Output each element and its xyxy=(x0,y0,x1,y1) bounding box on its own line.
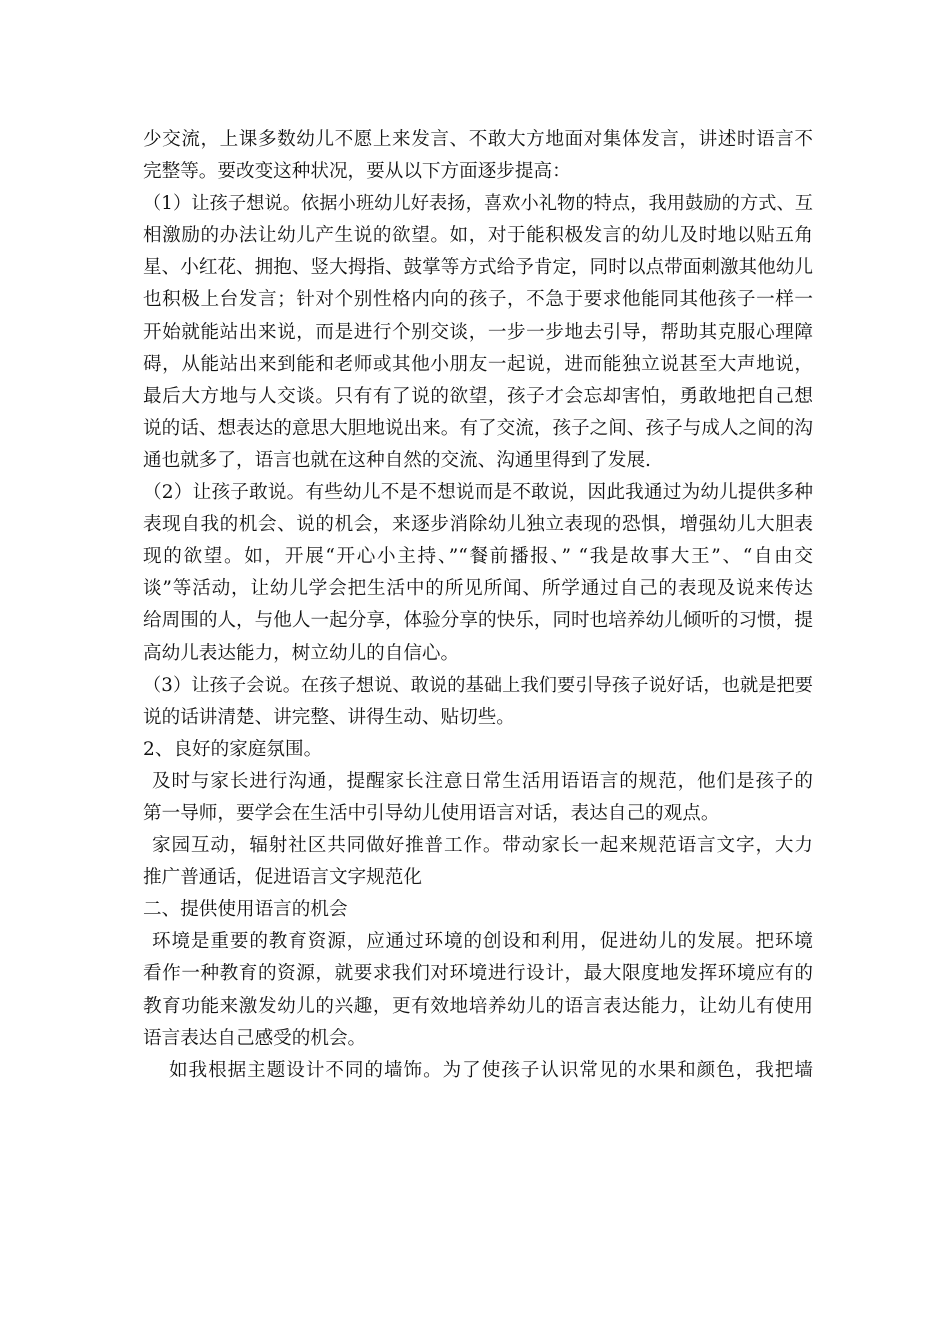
section-heading: 2、良好的家庭氛围。 xyxy=(143,738,323,760)
text-line: 看作一种教育的资源，就要求我们对环境进行设计，最大限度地发挥环境应有的 xyxy=(143,963,813,985)
text-line: 说的话讲清楚、讲完整、讲得生动、贴切些。 xyxy=(143,706,515,728)
text-line: 相激励的办法让幼儿产生说的欲望。如，对于能积极发言的幼儿及时地以贴五角 xyxy=(143,225,813,247)
text-line: 说的话、想表达的意思大胆地说出来。有了交流，孩子之间、孩子与成人之间的沟 xyxy=(143,417,813,439)
text-line: 家园互动，辐射社区共同做好推普工作。带动家长一起来规范语言文字，大力 xyxy=(152,835,813,857)
text-line: 环境是重要的教育资源，应通过环境的创设和利用，促进幼儿的发展。把环境 xyxy=(152,931,813,953)
text-line: 最后大方地与人交谈。只有有了说的欲望，孩子才会忘却害怕，勇敢地把自己想 xyxy=(143,385,813,407)
text-line: 完整等。要改变这种状况，要从以下方面逐步提高： xyxy=(143,161,571,183)
text-line: 表现自我的机会、说的机会，来逐步消除幼儿独立表现的恐惧，增强幼儿大胆表 xyxy=(143,514,813,536)
text-line: 给周围的人，与他人一起分享，体验分享的快乐，同时也培养幼儿倾听的习惯，提 xyxy=(143,610,813,632)
text-line: （3）让孩子会说。在孩子想说、敢说的基础上我们要引导孩子说好话，也就是把要 xyxy=(143,674,813,696)
text-line: （2）让孩子敢说。有些幼儿不是不想说而是不敢说，因此我通过为幼儿提供多种 xyxy=(143,482,813,504)
text-line: 谈”等活动，让幼儿学会把生活中的所见所闻、所学通过自己的表现及说来传达 xyxy=(143,578,813,600)
text-line: 教育功能来激发幼儿的兴趣，更有效地培养幼儿的语言表达能力，让幼儿有使用 xyxy=(143,995,813,1017)
text-line: 高幼儿表达能力，树立幼儿的自信心。 xyxy=(143,642,460,664)
text-line: 语言表达自己感受的机会。 xyxy=(143,1027,367,1049)
text-line: 及时与家长进行沟通，提醒家长注意日常生活用语语言的规范，他们是孩子的 xyxy=(152,770,813,792)
text-line: 如我根据主题设计不同的墙饰。为了使孩子认识常见的水果和颜色，我把墙 xyxy=(169,1059,813,1081)
text-line: 推广普通话，促进语言文字规范化 xyxy=(143,867,422,889)
text-line: 第一导师，要学会在生活中引导幼儿使用语言对话，表达自己的观点。 xyxy=(143,802,720,824)
text-line: 开始就能站出来说，而是进行个别交谈，一步一步地去引导，帮助其克服心理障 xyxy=(143,321,813,343)
text-line: 现的欲望。如，开展“开心小主持、”“餐前播报、” “我是故事大王”、“自由交 xyxy=(143,546,813,568)
text-line: 星、小红花、拥抱、竖大拇指、鼓掌等方式给予肯定，同时以点带面刺激其他幼儿 xyxy=(143,257,813,279)
text-line: 碍，从能站出来到能和老师或其他小朋友一起说，进而能独立说甚至大声地说， xyxy=(143,353,813,375)
text-line: （1）让孩子想说。依据小班幼儿好表扬，喜欢小礼物的特点，我用鼓励的方式、互 xyxy=(143,193,813,215)
document-body xyxy=(143,124,813,1087)
text-line: 少交流，上课多数幼儿不愿上来发言、不敢大方地面对集体发言，讲述时语言不 xyxy=(143,129,813,150)
text-line: 通也就多了，语言也就在这种自然的交流、沟通里得到了发展. xyxy=(143,449,651,471)
text-line: 也积极上台发言；针对个别性格内向的孩子，不急于要求他能同其他孩子一样一 xyxy=(143,289,813,311)
section-heading: 二、提供使用语言的机会 xyxy=(143,899,348,921)
